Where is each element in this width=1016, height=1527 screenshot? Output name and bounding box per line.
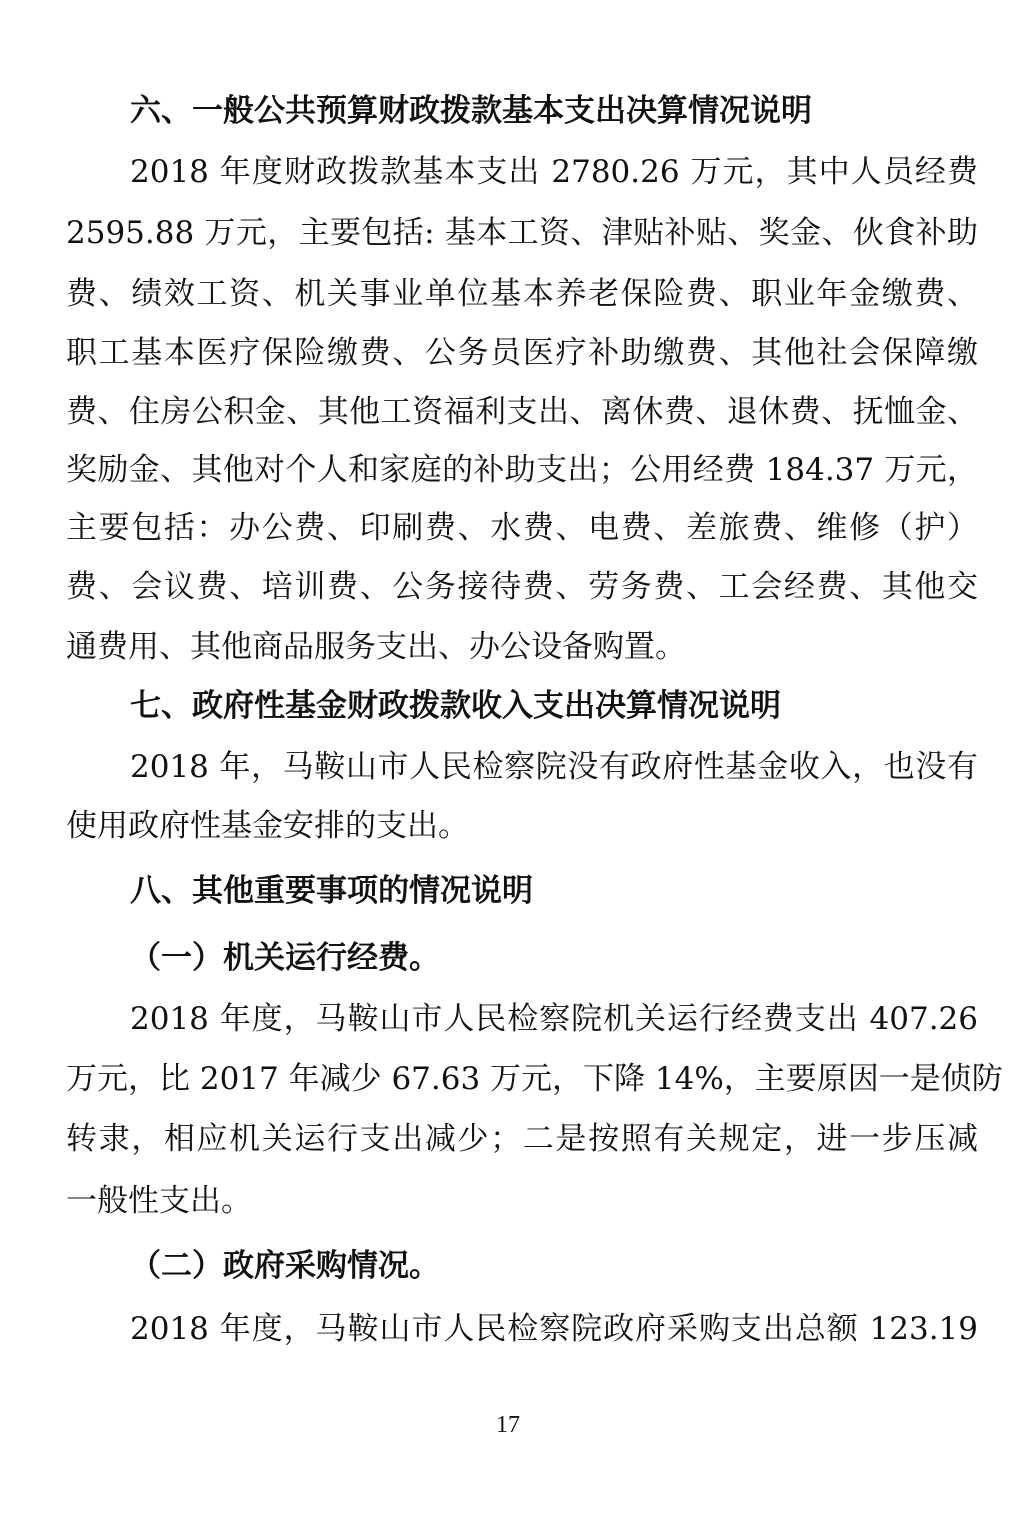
paragraph-line <box>0 204 1016 262</box>
paragraph-line <box>0 143 1016 201</box>
paragraph-line <box>0 618 1016 676</box>
page-number: 17 <box>496 1412 520 1438</box>
paragraph-line <box>0 441 1016 499</box>
paragraph-line <box>0 738 1016 796</box>
paragraph-line <box>0 1050 1016 1108</box>
text-line: 奖励金、其他对个人和家庭的补助支出；公用经费 184.37 万元， <box>66 452 978 488</box>
paragraph-line <box>0 558 1016 616</box>
paragraph-line <box>0 324 1016 382</box>
heading-section-6 <box>0 82 1016 140</box>
paragraph-line <box>0 1172 1016 1230</box>
text-line: 职工基本医疗保险缴费、公务员医疗补助缴费、其他社会保障缴 <box>66 335 978 371</box>
paragraph-line <box>0 990 1016 1048</box>
text-line: 使用政府性基金安排的支出。 <box>66 808 469 844</box>
text-line: 主要包括：办公费、印刷费、水费、电费、差旅费、维修（护） <box>66 510 978 546</box>
paragraph-line <box>0 499 1016 557</box>
text-line: 2018 年度财政拨款基本支出 2780.26 万元，其中人员经费 <box>130 154 978 190</box>
heading-section-8 <box>0 862 1016 920</box>
heading-text: 七、政府性基金财政拨款收入支出决算情况说明 <box>130 688 781 724</box>
paragraph-line <box>0 383 1016 441</box>
heading-text: （一）机关运行经费。 <box>130 940 440 976</box>
paragraph-line <box>0 1300 1016 1358</box>
subheading-government-procurement <box>0 1237 1016 1295</box>
text-line: 万元，比 2017 年减少 67.63 万元，下降 14%，主要原因一是侦防 <box>66 1061 1003 1097</box>
text-line: 费、会议费、培训费、公务接待费、劳务费、工会经费、其他交 <box>66 569 978 605</box>
heading-text: （二）政府采购情况。 <box>130 1248 440 1284</box>
text-line: 2018 年度，马鞍山市人民检察院政府采购支出总额 123.19 <box>130 1311 978 1347</box>
text-line: 2018 年，马鞍山市人民检察院没有政府性基金收入，也没有 <box>130 749 978 785</box>
heading-section-7 <box>0 677 1016 735</box>
text-line: 2595.88 万元，主要包括: 基本工资、津贴补贴、奖金、伙食补助 <box>66 215 978 251</box>
heading-text: 八、其他重要事项的情况说明 <box>130 873 533 909</box>
text-line: 转隶，相应机关运行支出减少；二是按照有关规定，进一步压减 <box>66 1121 978 1157</box>
heading-text: 六、一般公共预算财政拨款基本支出决算情况说明 <box>130 93 812 129</box>
text-line: 费、绩效工资、机关事业单位基本养老保险费、职业年金缴费、 <box>66 276 978 312</box>
text-line: 费、住房公积金、其他工资福利支出、离休费、退休费、抚恤金、 <box>66 394 978 430</box>
text-line: 一般性支出。 <box>66 1183 252 1219</box>
text-line: 2018 年度，马鞍山市人民检察院机关运行经费支出 407.26 <box>130 1001 978 1037</box>
paragraph-line <box>0 1110 1016 1168</box>
paragraph-line <box>0 797 1016 855</box>
subheading-operating-expenses <box>0 929 1016 987</box>
paragraph-line <box>0 265 1016 323</box>
text-line: 通费用、其他商品服务支出、办公设备购置。 <box>66 629 686 665</box>
